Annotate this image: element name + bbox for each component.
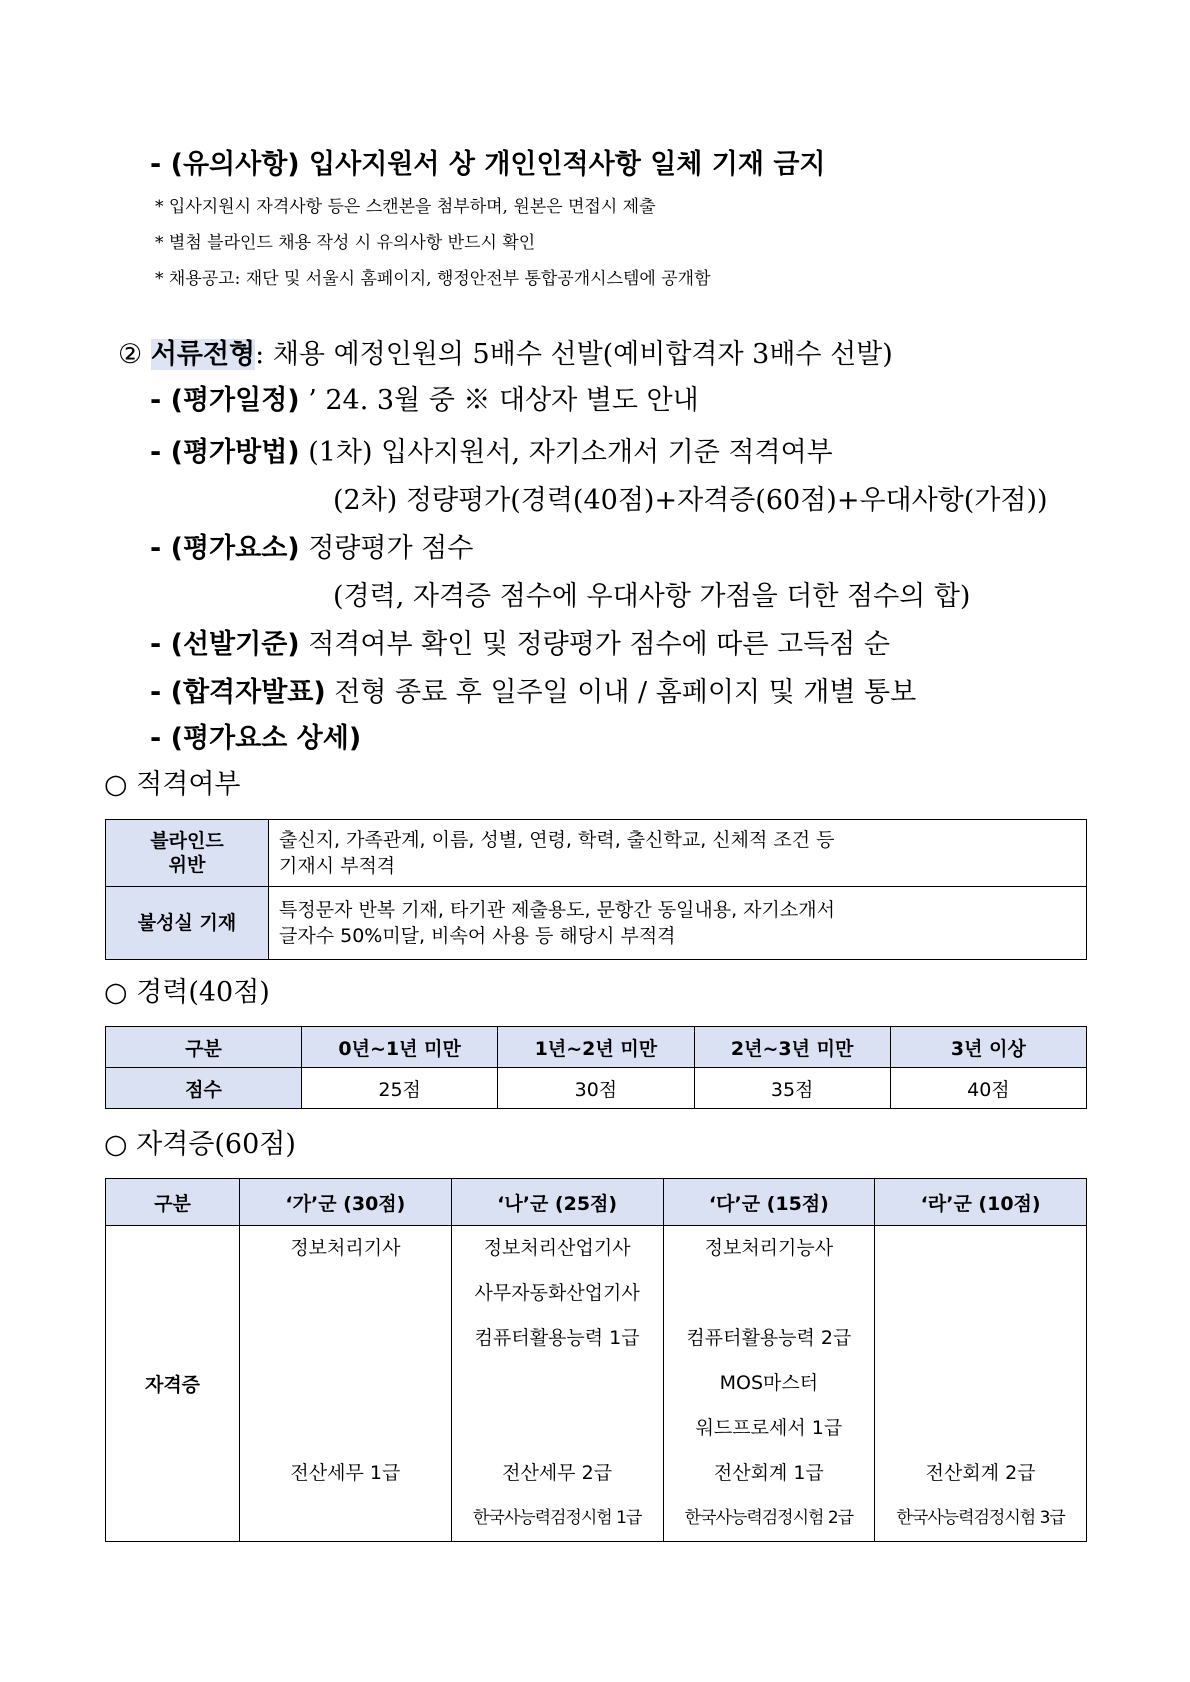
- item-method-cont: (2차) 정량평가(경력(40점)+자격증(60점)+우대사항(가점)): [333, 485, 1048, 516]
- career-score-2: 30점: [498, 1068, 694, 1109]
- caution-note-3: * 채용공고: 재단 및 서울시 홈페이지, 행정안전부 통합공개시스템에 공개함: [155, 269, 711, 289]
- caution-note-2: * 별첨 블라인드 채용 작성 시 유의사항 반드시 확인: [155, 233, 536, 253]
- item-method: - (평가방법) (1차) 입사지원서, 자기소개서 기준 적격여부: [150, 437, 833, 468]
- career-score-3: 35점: [694, 1068, 890, 1109]
- cert-header-1: ‘가’군 (30점): [240, 1179, 452, 1226]
- eligibility-desc-blind: 출신지, 가족관계, 이름, 성별, 연령, 학력, 출신학교, 신체적 조건 등 기재시 부적격: [269, 820, 1087, 887]
- career-row-label: 점수: [106, 1068, 302, 1109]
- table-row: [106, 1068, 1087, 1109]
- cert-col-ga: 정보처리기사 전산세무 1급: [240, 1226, 452, 1542]
- section-heading: [118, 332, 893, 371]
- career-heading: ○ 경력(40점): [104, 977, 270, 1008]
- caution-note-1: * 입사지원시 자격사항 등은 스캔본을 첨부하며, 원본은 면접시 제출: [155, 197, 656, 217]
- cert-table: [105, 1178, 1087, 1542]
- table-row: [106, 887, 1087, 960]
- cert-col-ra: 전산회계 2급 한국사능력검정시험 3급: [875, 1226, 1087, 1542]
- eligibility-heading: ○ 적격여부: [104, 769, 241, 800]
- table-row: [106, 1179, 1087, 1226]
- cert-header-2: ‘나’군 (25점): [451, 1179, 663, 1226]
- cert-col-na: 정보처리산업기사 사무자동화산업기사 컴퓨터활용능력 1급 전산세무 2급 한국사능력검정시험 1급: [451, 1226, 663, 1542]
- eligibility-label-blind: 블라인드 위반: [106, 820, 269, 887]
- cert-row-label: 자격증: [106, 1226, 240, 1542]
- cert-col-da: 정보처리기능사 컴퓨터활용능력 2급 MOS마스터 워드프로세서 1급 전산회계 1급 한국사능력검정시험 2급: [663, 1226, 875, 1542]
- cert-header-0: 구분: [106, 1179, 240, 1226]
- career-score-4: 40점: [890, 1068, 1086, 1109]
- item-elements-cont: (경력, 자격증 점수에 우대사항 가점을 더한 점수의 합): [333, 581, 971, 612]
- career-header-2: 1년~2년 미만: [498, 1027, 694, 1068]
- table-row: [106, 1027, 1087, 1068]
- career-header-1: 0년~1년 미만: [302, 1027, 498, 1068]
- item-details: - (평가요소 상세): [150, 723, 362, 754]
- section-number: ②: [118, 339, 143, 370]
- caution-heading: - (유의사항) 입사지원서 상 개인인적사항 일체 기재 금지: [150, 149, 826, 180]
- cert-header-4: ‘라’군 (10점): [875, 1179, 1087, 1226]
- item-criteria: - (선발기준) 적격여부 확인 및 정량평가 점수에 따른 고득점 순: [150, 629, 890, 660]
- career-header-4: 3년 이상: [890, 1027, 1086, 1068]
- table-row: [106, 1226, 1087, 1542]
- table-row: [106, 820, 1087, 887]
- career-header-0: 구분: [106, 1027, 302, 1068]
- eligibility-label-insincere: 불성실 기재: [106, 887, 269, 960]
- section-title: 서류전형: [150, 339, 256, 370]
- cert-header-3: ‘다’군 (15점): [663, 1179, 875, 1226]
- item-schedule: - (평가일정) ’ 24. 3월 중 ※ 대상자 별도 안내: [150, 385, 699, 416]
- career-table: [105, 1026, 1087, 1109]
- eligibility-desc-insincere: 특정문자 반복 기재, 타기관 제출용도, 문항간 동일내용, 자기소개서 글자수 50%미달, 비속어 사용 등 해당시 부적격: [269, 887, 1087, 960]
- section-text: : 채용 예정인원의 5배수 선발(예비합격자 3배수 선발): [255, 339, 893, 370]
- cert-heading: ○ 자격증(60점): [104, 1129, 296, 1160]
- career-header-3: 2년~3년 미만: [694, 1027, 890, 1068]
- item-announcement: - (합격자발표) 전형 종료 후 일주일 이내 / 홈페이지 및 개별 통보: [150, 677, 917, 708]
- career-score-1: 25점: [302, 1068, 498, 1109]
- eligibility-table: [105, 819, 1087, 960]
- item-elements: - (평가요소) 정량평가 점수: [150, 533, 474, 564]
